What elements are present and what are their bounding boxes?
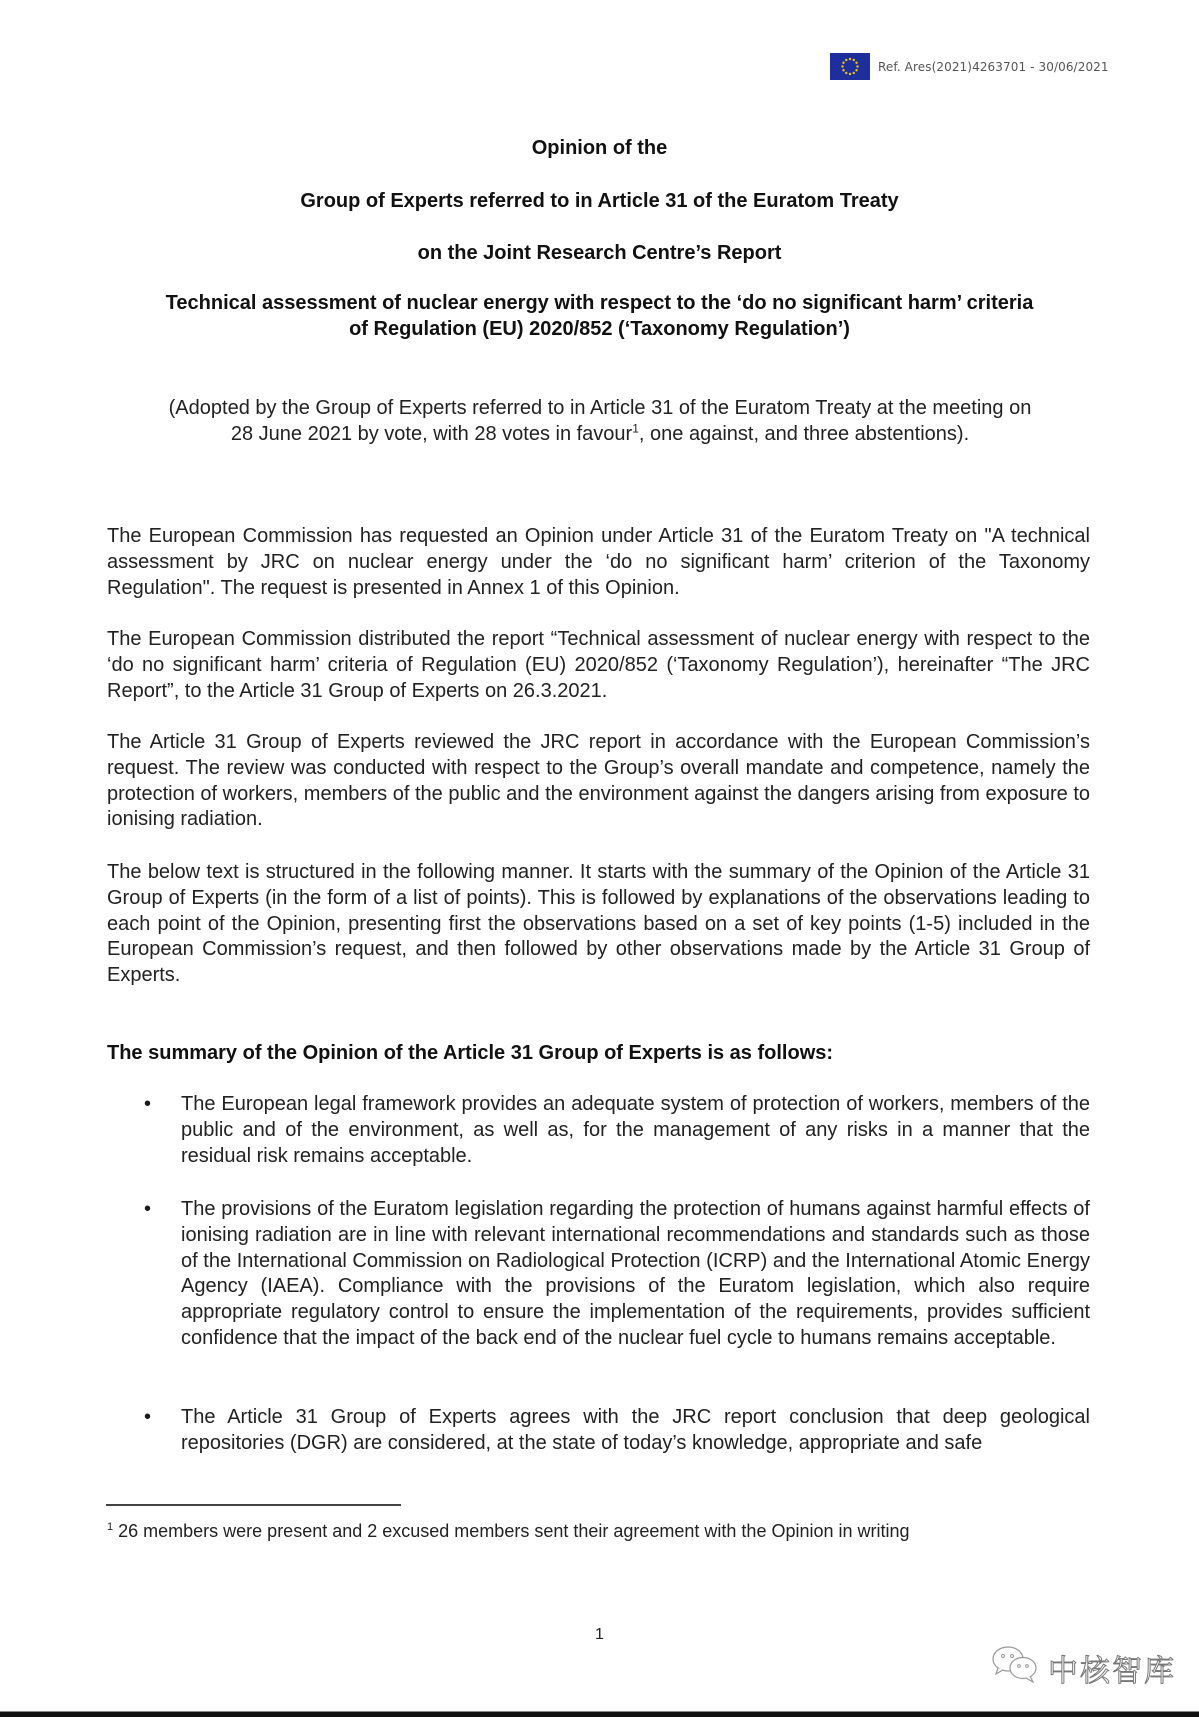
adoption-note — [100, 395, 1100, 447]
paragraph-distribution: The European Commission distributed the report “Technical assessment of nuclear energy with respect to the ‘do no significant harm’ criteria of Regulation (EU) 2020/852 (‘Taxonomy Regulation’), hereinafter “The JRC Report”, to the Article 31 Group of Experts on 26.3.2021. — [107, 628, 1090, 702]
bullet-icon: • — [144, 1093, 152, 1115]
watermark-text: 中核智库 — [1048, 1653, 1176, 1689]
document-reference-header — [830, 53, 1109, 80]
bullet-icon: • — [144, 1406, 152, 1428]
adoption-line-2-text: 28 June 2021 by vote, with 28 votes in favour — [230, 423, 633, 445]
paragraph-review: The Article 31 Group of Experts reviewed the JRC report in accordance with the European Commission’s request. The review was conducted with respect to the Group’s overall mandate and competence, namely the protection of workers, members of the public and the environment against the dangers arising from exposure to ionising radiation. — [107, 731, 1090, 831]
adoption-line-1: (Adopted by the Group of Experts referred to in Article 31 of the Euratom Treaty at the meeting on — [168, 397, 1032, 419]
title-line-3: on the Joint Research Centre’s Report — [417, 242, 782, 264]
ares-reference: Ref. Ares(2021)4263701 - 30/06/2021 — [878, 59, 1109, 74]
watermark — [990, 1643, 1176, 1692]
summary-heading: The summary of the Opinion of the Article 31 Group of Experts is as follows: — [107, 1042, 834, 1064]
paragraph-request: The European Commission has requested an Opinion under Article 31 of the Euratom Treaty on "A technical assessment by JRC on nuclear energy under the ‘do no significant harm’ criterion of the Taxonomy Regulation". The request is presented in Annex 1 of this Opinion. — [107, 525, 1090, 599]
eu-flag-icon — [830, 53, 870, 80]
report-title — [0, 290, 1199, 342]
summary-bullet — [140, 1405, 1090, 1457]
bullet-text: The European legal framework provides an adequate system of protection of workers, members of the public and of the environment, as well as, for the management of any risks in a manner that the residual risk remains acceptable. — [181, 1093, 1090, 1167]
page-number: 1 — [595, 1626, 604, 1643]
bullet-text: The provisions of the Euratom legislation regarding the protection of humans against harmful effects of ionising radiation are in line with relevant international recommendations and standards such as those of the International Commission on Radiological Protection (ICRP) and the International Atomic Energy Agency (IAEA). Compliance with the provisions of the Euratom legislation, which also require appropriate regulatory control to ensure the implementation of the requirements, provides sufficient confidence that the impact of the back end of the nuclear fuel cycle to humans remains acceptable. — [181, 1198, 1090, 1349]
adoption-line-2 — [100, 421, 1100, 447]
footnote-marker: 1 — [107, 1521, 114, 1533]
report-title-line-1: Technical assessment of nuclear energy with respect to the ‘do no significant harm’ criteria — [165, 292, 1034, 314]
paragraph-structure: The below text is structured in the following manner. It starts with the summary of the Opinion of the Article 31 Group of Experts (in the form of a list of points). This is followed by explanations of the observations leading to each point of the Opinion, presenting first the observations based on a set of key points (1-5) included in the European Commission’s request, and then followed by other observations made by the Article 31 Group of Experts. — [107, 861, 1090, 987]
title-line-1: Opinion of the — [531, 137, 668, 159]
footnote-divider — [106, 1504, 401, 1506]
footnote-text: 26 members were present and 2 excused members sent their agreement with the Opinion in writing — [113, 1521, 910, 1541]
title-line-2: Group of Experts referred to in Article 31 of the Euratom Treaty — [300, 190, 899, 212]
bottom-edge-bar — [0, 1711, 1199, 1717]
bullet-icon: • — [144, 1198, 152, 1220]
summary-bullet — [140, 1197, 1090, 1352]
summary-bullet — [140, 1092, 1090, 1169]
bullet-text: The Article 31 Group of Experts agrees with the JRC report conclusion that deep geological repositories (DGR) are considered, at the state of today’s knowledge, appropriate and safe — [181, 1406, 1090, 1454]
adoption-line-2-tail: , one against, and three abstentions). — [638, 423, 970, 445]
footnote-reference[interactable]: 1 — [632, 421, 639, 436]
report-title-line-2: of Regulation (EU) 2020/852 (‘Taxonomy Regulation’) — [349, 318, 850, 340]
footnote — [107, 1516, 910, 1542]
wechat-icon — [990, 1643, 1040, 1692]
